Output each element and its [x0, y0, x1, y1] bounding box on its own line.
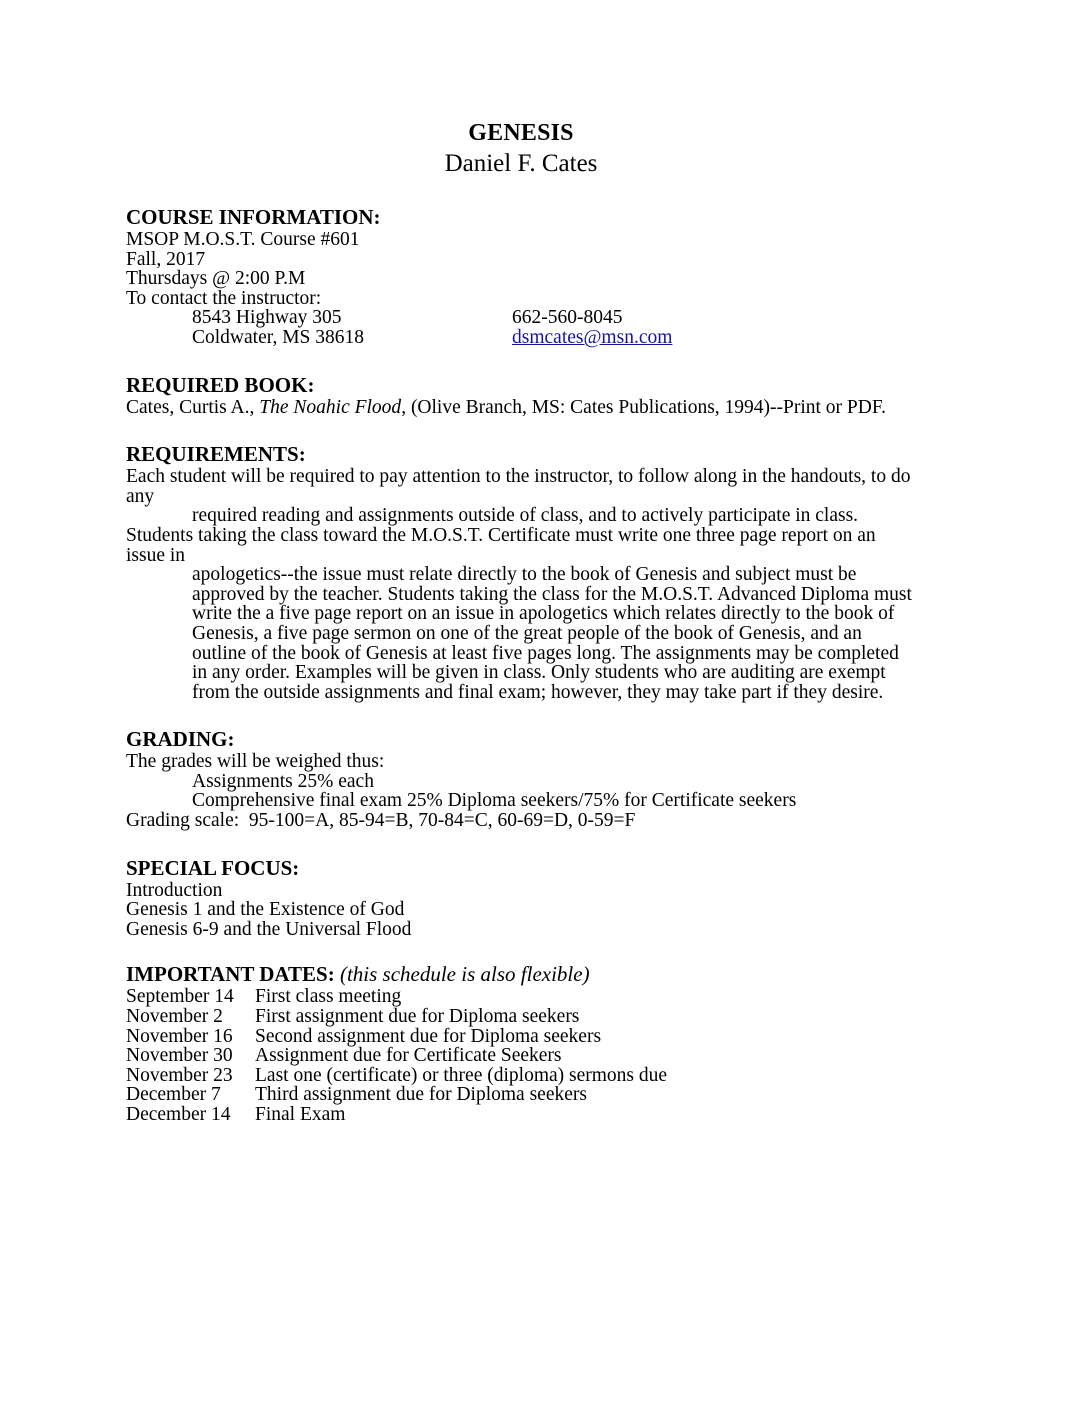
date-value: November 23	[126, 1064, 233, 1086]
course-meeting-time: Thursdays @ 2:00 P.M	[126, 268, 306, 290]
table-row	[126, 1085, 916, 1105]
date-value: November 2	[126, 1006, 223, 1028]
date-description: First class meeting	[255, 986, 402, 1008]
date-value: November 30	[126, 1045, 233, 1067]
table-row	[126, 1046, 916, 1066]
requirements-paragraph-1	[126, 467, 916, 526]
table-row	[126, 1105, 916, 1125]
grading-item-assignments: Assignments 25% each	[192, 770, 374, 792]
contact-row-city-email	[126, 328, 916, 348]
title-block	[126, 118, 916, 180]
requirements-paragraph-2-body: apologetics--the issue must relate directly to the book of Genesis and subject must be approved by the teacher. Students taking the class for the M.O.S.T. Advanced Diploma must write the a five page report on an issue in apologetics which relates directly to the book of Genesis, a five page sermon on one of the great people of the book of Genesis, and an outline of the book of Genesis at least five pages long. The assignments may be completed in any order. Examples will be given in class. Only students who are auditing are exempt from the outside assignments and final exam; however, they may take part if they desire.	[192, 564, 912, 703]
citation-publication: , (Olive Branch, MS: Cates Publications, 1994)--Print or PDF.	[401, 396, 887, 418]
contact-row-address-phone	[126, 308, 916, 328]
requirements-paragraph-2-first-line: Students taking the class toward the M.O.S.T. Certificate must write one three page report on an issue in	[126, 524, 876, 566]
date-value: November 16	[126, 1025, 233, 1047]
date-description: First assignment due for Diploma seekers	[255, 1006, 580, 1028]
contact-intro: To contact the instructor:	[126, 287, 322, 309]
section-heading-grading: GRADING:	[126, 727, 235, 752]
date-value: September 14	[126, 986, 234, 1008]
section-heading-requirements: REQUIREMENTS:	[126, 442, 306, 467]
requirements-paragraph-1-body: required reading and assignments outside of class, and to actively participate in class.	[192, 505, 859, 527]
grading-item-final-exam: Comprehensive final exam 25% Diploma seekers/75% for Certificate seekers	[192, 790, 797, 812]
important-dates-label: IMPORTANT DATES:	[126, 962, 335, 987]
required-book-citation	[126, 398, 916, 418]
date-description: Last one (certificate) or three (diploma) sermons due	[255, 1064, 668, 1086]
course-term: Fall, 2017	[126, 248, 206, 270]
section-heading-required-book: REQUIRED BOOK:	[126, 372, 315, 397]
instructor-email-link[interactable]: dsmcates@msn.com	[512, 326, 673, 348]
table-row	[126, 1007, 916, 1027]
table-row	[126, 1066, 916, 1086]
section-heading-important-dates	[126, 961, 916, 987]
citation-author: Cates, Curtis A.,	[126, 396, 260, 418]
date-value: December 14	[126, 1104, 231, 1125]
requirements-paragraph-1-first-line: Each student will be required to pay attention to the instructor, to follow along in the handouts, to do any	[126, 466, 911, 507]
table-row	[126, 1027, 916, 1047]
course-code: MSOP M.O.S.T. Course #601	[126, 229, 360, 250]
instructor-address-line2: Coldwater, MS 38618	[192, 326, 365, 348]
date-description: Second assignment due for Diploma seekers	[255, 1025, 602, 1047]
special-focus-item-genesis-1: Genesis 1 and the Existence of God	[126, 899, 405, 921]
special-focus-item-genesis-6-9: Genesis 6-9 and the Universal Flood	[126, 918, 412, 940]
special-focus-item-introduction: Introduction	[126, 879, 223, 901]
instructor-email-wrapper	[512, 328, 672, 348]
section-heading-course-information: COURSE INFORMATION:	[126, 205, 381, 229]
grading-intro: The grades will be weighed thus:	[126, 751, 385, 773]
date-description: Assignment due for Certificate Seekers	[255, 1045, 562, 1067]
citation-book-title: The Noahic Flood	[259, 396, 402, 418]
date-description: Third assignment due for Diploma seekers	[255, 1084, 587, 1106]
important-dates-note: (this schedule is also flexible)	[334, 962, 590, 987]
document-body	[126, 118, 916, 1125]
requirements-paragraph-2	[126, 526, 916, 702]
date-description: Final Exam	[255, 1104, 346, 1125]
author-name: Daniel F. Cates	[444, 150, 598, 177]
instructor-phone: 662-560-8045	[512, 307, 623, 329]
date-value: December 7	[126, 1084, 221, 1106]
instructor-address-line1: 8543 Highway 305	[192, 307, 342, 329]
grading-scale: Grading scale: 95-100=A, 85-94=B, 70-84=C, 60-69=D, 0-59=F	[126, 810, 636, 832]
page-title: GENESIS	[468, 120, 574, 146]
section-heading-special-focus: SPECIAL FOCUS:	[126, 855, 300, 880]
table-row	[126, 987, 916, 1007]
